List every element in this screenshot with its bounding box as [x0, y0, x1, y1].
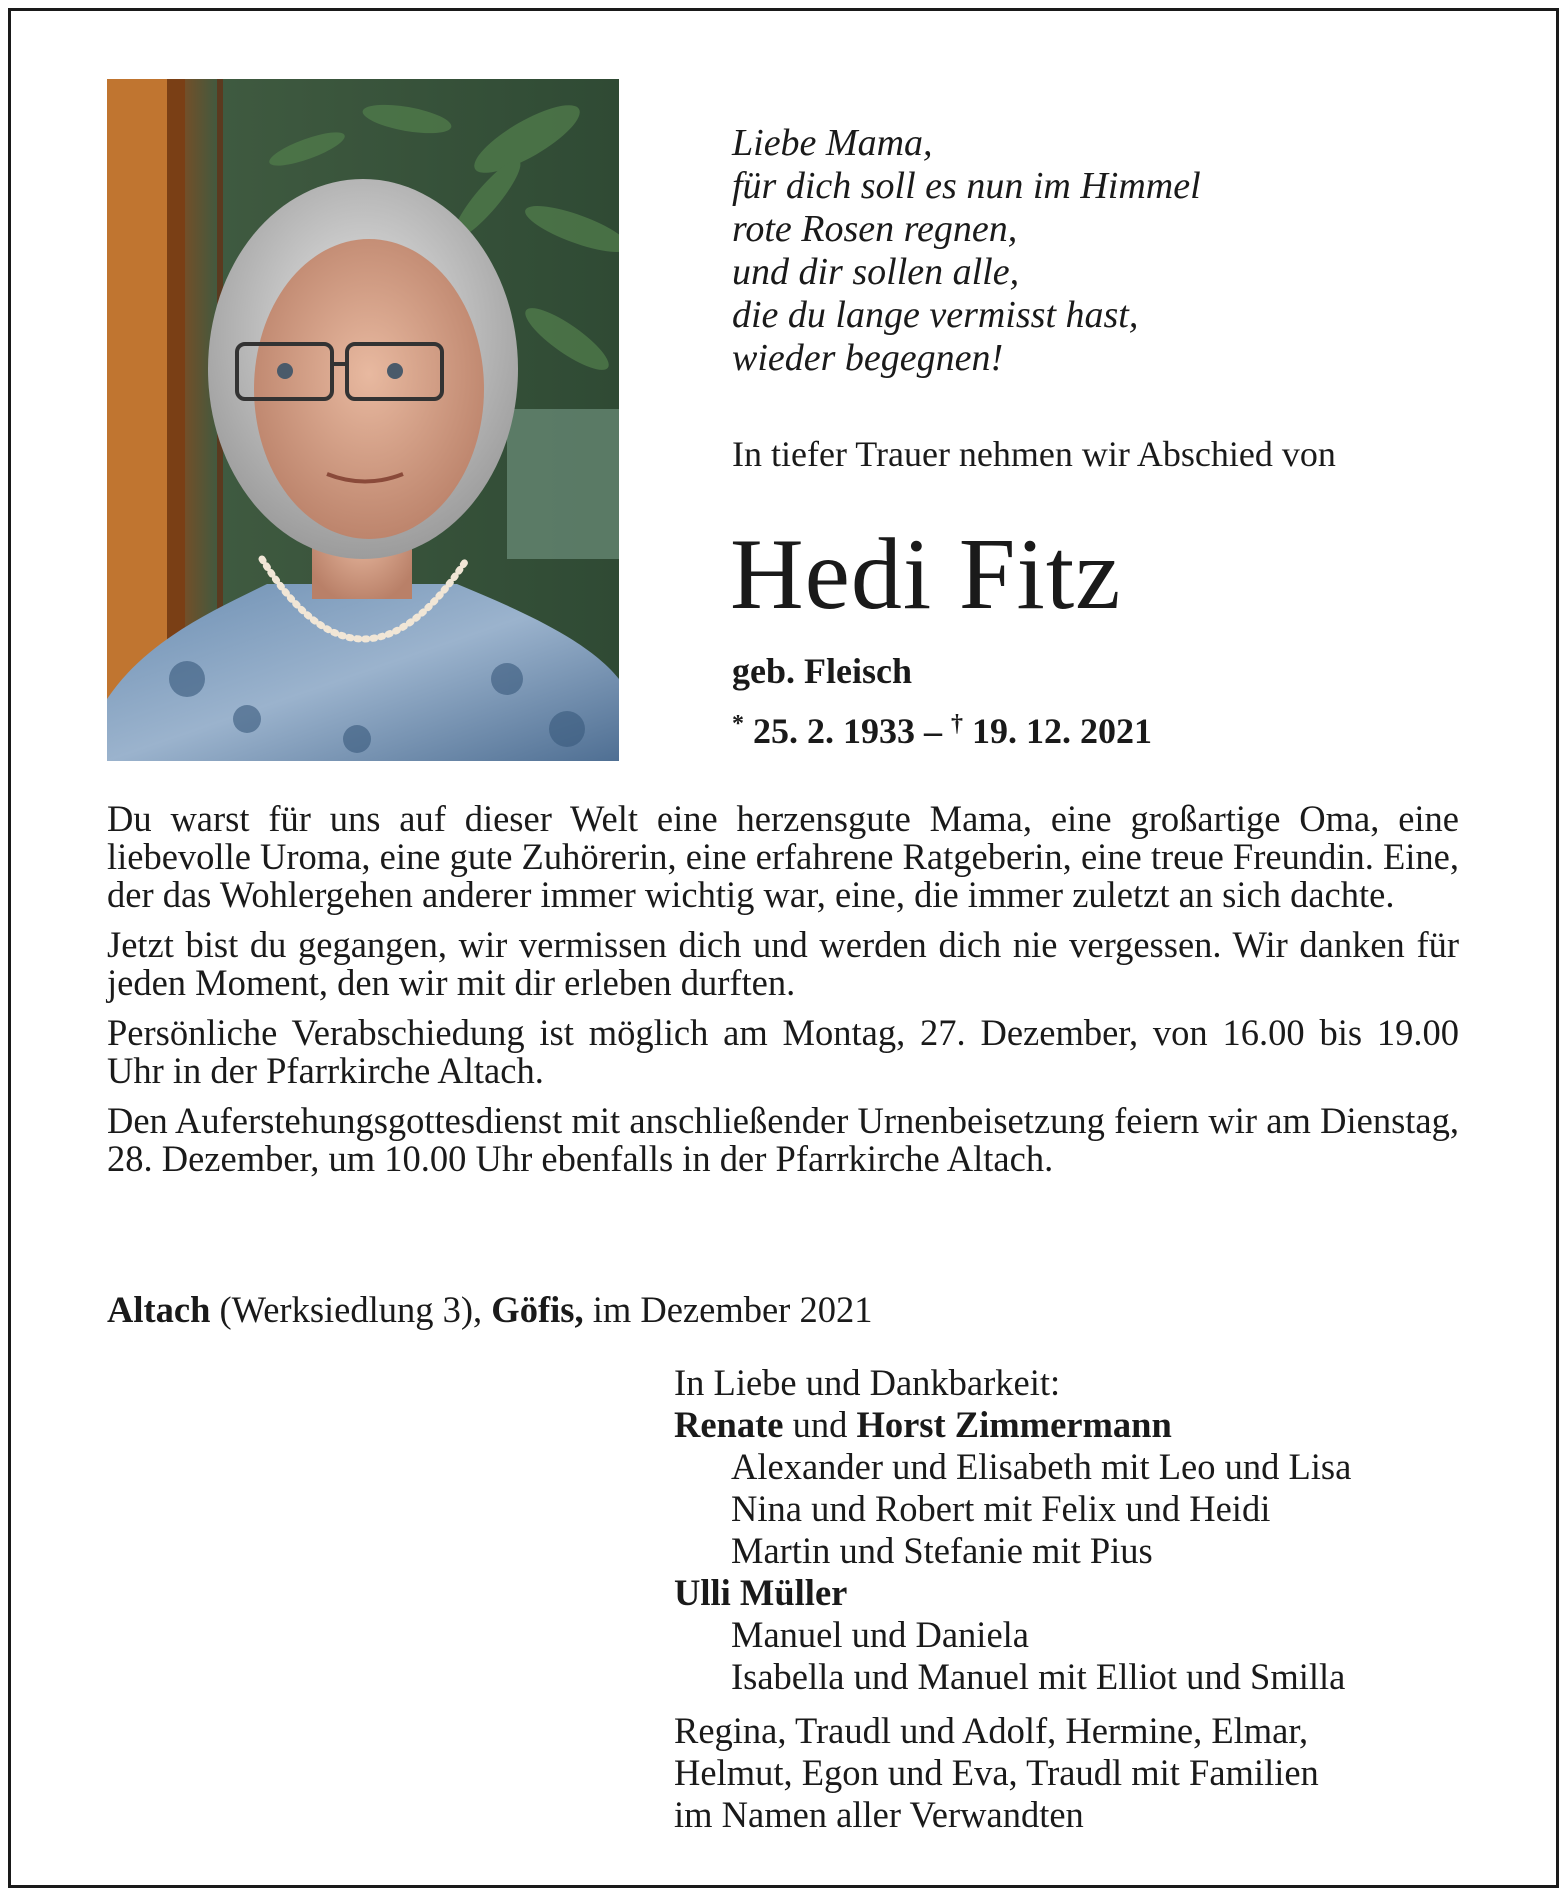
place-and-date — [107, 1288, 872, 1331]
paragraph: Persönliche Verabschiedung ist möglich am Montag, 27. Dezember, von 16.00 bis 19.00 Uhr in der Pfarrkirche Altach. — [107, 1012, 1459, 1091]
death-symbol: † — [951, 711, 963, 737]
other-mourners: Helmut, Egon und Eva, Traudl mit Familien — [674, 1752, 1319, 1793]
obituary-text — [107, 800, 1459, 1190]
maiden-name: geb. Fleisch — [732, 651, 912, 691]
month-year: im Dezember 2021 — [583, 1289, 873, 1330]
family-member: Alexander und Elisabeth mit Leo und Lisa — [731, 1446, 1352, 1487]
other-mourners: im Namen aller Verwandten — [674, 1794, 1084, 1835]
deceased-name: Hedi Fitz — [730, 518, 1122, 631]
town-goefis: Göfis, — [491, 1289, 584, 1330]
poem — [732, 122, 1201, 380]
poem-line: wieder begegnen! — [732, 337, 1004, 379]
death-date: 19. 12. 2021 — [972, 711, 1152, 751]
date-dash: – — [924, 711, 942, 751]
poem-line: Liebe Mama, — [732, 122, 933, 164]
poem-line: und dir sollen alle, — [732, 251, 1020, 293]
poem-line: die du lange vermisst hast, — [732, 294, 1139, 336]
paragraph: Du warst für uns auf dieser Welt eine herzensgute Mama, eine großartige Oma, eine liebevolle Uroma, eine gute Zuhörerin, eine erfahrene Ratgeberin, eine treue Freundin. Eine, der das Wohlergehen anderer immer wichtig war, eine, die immer zuletzt an sich dachte. — [107, 798, 1459, 915]
family-conj: und — [783, 1404, 857, 1445]
life-dates — [732, 710, 1152, 752]
mourners-heading: In Liebe und Dankbarkeit: — [674, 1362, 1061, 1403]
portrait-photo — [107, 79, 619, 761]
family-member: Nina und Robert mit Felix und Heidi — [731, 1488, 1271, 1529]
other-mourners: Regina, Traudl und Adolf, Hermine, Elmar, — [674, 1710, 1309, 1751]
family-member: Martin und Stefanie mit Pius — [731, 1530, 1153, 1571]
town-altach: Altach — [107, 1289, 211, 1330]
poem-line: rote Rosen regnen, — [732, 208, 1018, 250]
address: (Werksiedlung 3), — [210, 1289, 492, 1330]
family-name: Horst Zimmermann — [856, 1404, 1172, 1445]
family-name: Renate — [674, 1404, 784, 1445]
birth-date: 25. 2. 1933 — [753, 711, 915, 751]
mourners-list — [674, 1362, 1351, 1836]
family-heading — [674, 1572, 1351, 1614]
paragraph: Jetzt bist du gegangen, wir vermissen dich und werden dich nie vergessen. Wir danken für jeden Moment, den wir mit dir erleben durften. — [107, 924, 1459, 1003]
poem-line: für dich soll es nun im Himmel — [732, 165, 1201, 207]
family-name: Ulli Müller — [674, 1572, 848, 1613]
family-member: Manuel und Daniela — [731, 1614, 1029, 1655]
family-heading — [674, 1404, 1351, 1446]
birth-symbol: * — [732, 711, 744, 737]
farewell-intro: In tiefer Trauer nehmen wir Abschied von — [732, 434, 1336, 474]
family-member: Isabella und Manuel mit Elliot und Smilla — [731, 1656, 1346, 1697]
paragraph: Den Auferstehungsgottesdienst mit anschließender Urnenbeisetzung feiern wir am Dienstag, 28. Dezember, um 10.00 Uhr ebenfalls in der Pfarrkirche Altach. — [107, 1100, 1459, 1179]
